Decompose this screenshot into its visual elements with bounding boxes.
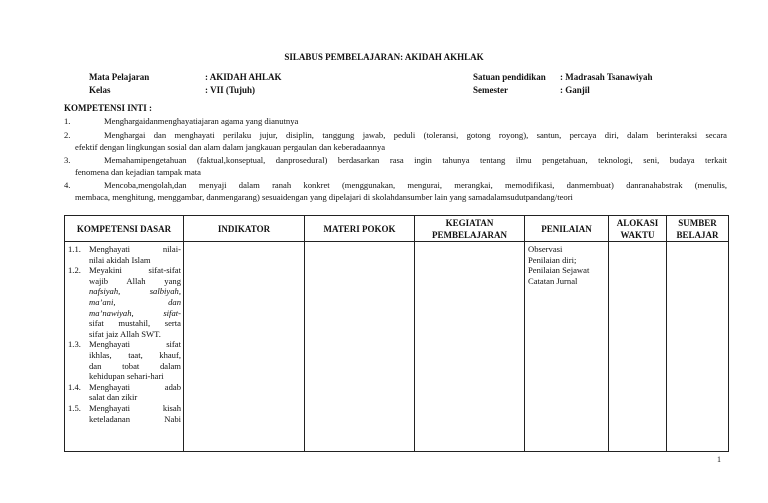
kd-line: Meyakini sifat-sifat <box>89 265 181 276</box>
table-header-row <box>65 216 729 242</box>
satuan-value: : Madrasah Tsanawiyah <box>560 72 653 82</box>
semester-value: : Ganjil <box>560 85 590 95</box>
ki-text: Menghargaidanmenghayatiajaran agama yang dianutnya <box>104 116 299 126</box>
syllabus-table <box>64 215 729 452</box>
kd-number: 1.2. <box>68 265 81 276</box>
kd-line: ma’ani, dan <box>89 296 181 307</box>
ki-number: 4. <box>64 180 71 190</box>
ki-text-continued: membaca, menghitung, menggambar, danmengarang) sesuaidengan yang dipelajari di skolahdansumber lain yang samadalamsudutpandang/teori <box>75 192 573 202</box>
kd-number: 1.5. <box>68 402 81 413</box>
kd-line: sifat jaiz Allah SWT. <box>89 328 161 339</box>
satuan-label: Satuan pendidikan <box>473 72 546 82</box>
header-kompetensi-dasar: KOMPETENSI DASAR <box>65 216 184 242</box>
header-alokasi-waktu: ALOKASI WAKTU <box>609 216 667 242</box>
kd-item <box>68 339 181 381</box>
kd-line: Menghayati adab <box>89 381 181 392</box>
penilaian-item: Catatan Jurnal <box>528 275 578 286</box>
ki-number: 1. <box>64 116 71 126</box>
mapel-value: : AKIDAH AHLAK <box>205 72 282 82</box>
ki-text: Mencoba,mengolah,dan menyaji dalam ranah konkret (menggunakan, mengurai, merangkai, memodifikasi, danmembuat) danranahabstrak (menulis, <box>104 180 727 190</box>
mapel-label: Mata Pelajaran <box>89 72 150 82</box>
kd-line: Menghayati kisah <box>89 402 181 413</box>
kd-line: nafsiyah, salbiyah, <box>89 286 181 297</box>
header-materi-pokok: MATERI POKOK <box>305 216 415 242</box>
header-penilaian: PENILAIAN <box>525 216 609 242</box>
kd-line: salat dan zikir <box>89 392 138 403</box>
header-indikator: INDIKATOR <box>184 216 305 242</box>
kompetensi-dasar-list <box>65 242 183 424</box>
page-number: 1 <box>717 455 721 464</box>
kd-item <box>68 403 181 424</box>
sumber-belajar-cell <box>667 242 729 452</box>
kompetensi-inti-heading: KOMPETENSI INTI : <box>64 103 153 113</box>
kd-line: keteladanan Nabi <box>89 413 181 424</box>
kompetensi-dasar-cell <box>65 242 184 452</box>
semester-label: Semester <box>473 85 508 95</box>
indikator-cell <box>184 242 305 452</box>
kd-number: 1.1. <box>68 244 81 254</box>
kd-line: Menghayati sifat <box>89 339 181 350</box>
penilaian-item: Observasi <box>528 244 563 254</box>
kd-line: wajib Allah yang <box>89 275 181 286</box>
kd-line: ma’nawiyah, sifat- <box>89 307 181 318</box>
ki-text: Memahamipengetahuan (faktual,konseptual, danprosedural) berdasarkan rasa ingin tahunya tentang ilmu pengetahuan, teknologi, seni, budaya terkait <box>104 155 727 165</box>
kd-line: Menghayati nilai- <box>89 244 181 254</box>
header-sumber-belajar: SUMBER BELAJAR <box>667 216 729 242</box>
kd-item <box>68 265 181 339</box>
alokasi-waktu-cell <box>609 242 667 452</box>
kelas-label: Kelas <box>89 85 111 95</box>
header-kegiatan-pembelajaran: KEGIATAN PEMBELAJARAN <box>415 216 525 242</box>
kd-number: 1.4. <box>68 381 81 392</box>
kd-line: nilai akidah Islam <box>89 254 151 265</box>
penilaian-item: Penilaian Sejawat <box>528 265 590 276</box>
ki-text: Menghargai dan menghayati perilaku jujur, disiplin, tanggung jawab, peduli (toleransi, gotong royong), santun, percaya diri, dalam berinteraksi secara <box>104 130 727 140</box>
kelas-value: : VII (Tujuh) <box>205 85 256 95</box>
materi-pokok-cell <box>305 242 415 452</box>
document-title: SILABUS PEMBELAJARAN: AKIDAH AKHLAK <box>284 52 484 62</box>
kd-number: 1.3. <box>68 339 81 350</box>
kd-line: sifat mustahil, serta <box>89 318 181 329</box>
ki-number: 2. <box>64 130 71 140</box>
ki-number: 3. <box>64 155 71 165</box>
kd-line: dan tobat dalam <box>89 360 181 371</box>
penilaian-item: Penilaian diri; <box>528 254 577 265</box>
kd-item <box>68 382 181 403</box>
kd-line: kehidupan sehari-hari <box>89 371 164 382</box>
table-row <box>65 242 729 452</box>
ki-text-continued: efektif dengan lingkungan sosial dan alam dalam jangkauan pergaulan dan keberadaannya <box>75 142 386 152</box>
ki-text-continued: fenomena dan kejadian tampak mata <box>75 167 201 177</box>
kd-line: ikhlas, taat, khauf, <box>89 349 181 360</box>
kd-item <box>68 244 181 265</box>
penilaian-list <box>525 242 608 288</box>
penilaian-cell <box>525 242 609 452</box>
kegiatan-pembelajaran-cell <box>415 242 525 452</box>
